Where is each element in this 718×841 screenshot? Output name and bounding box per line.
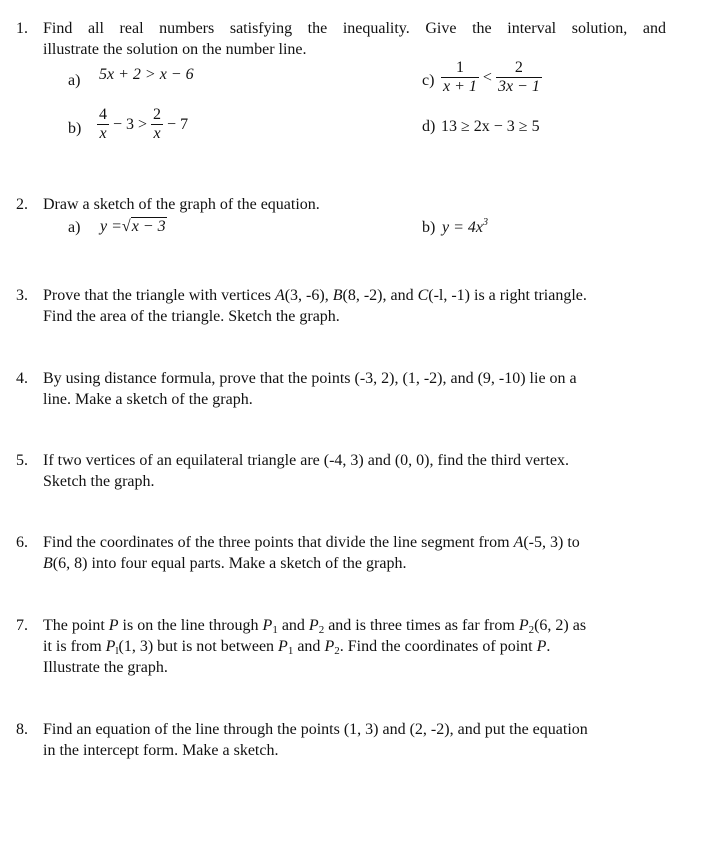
subscript: 2	[528, 624, 535, 636]
question-text	[43, 615, 666, 678]
text-run: and is three times as far from	[324, 617, 519, 634]
point-label: P	[105, 638, 116, 655]
text-run: it is from	[43, 638, 106, 655]
text-run: The point	[43, 617, 109, 634]
point-label: B	[43, 555, 53, 572]
question-number: 5.	[16, 452, 28, 469]
question-text	[43, 194, 666, 215]
fraction	[496, 60, 542, 96]
question-line: If two vertices of an equilateral triangle are (-4, 3) and (0, 0), find the third vertex.	[43, 452, 570, 469]
denominator: x	[151, 124, 163, 143]
question-line	[43, 285, 666, 306]
subscript: 2	[334, 645, 340, 657]
denominator: x + 1	[443, 77, 477, 95]
point-label: P	[308, 617, 319, 634]
text-run: (3, -6),	[284, 287, 333, 304]
operator: <	[482, 68, 492, 86]
question-text	[43, 285, 666, 327]
question-line	[43, 636, 666, 657]
text-run: Find the coordinates of the three points that divide the line segment from	[43, 534, 514, 551]
text-run: . Find the coordinates of point	[339, 638, 537, 655]
exponent: 3	[483, 217, 488, 228]
text-run: and	[277, 617, 309, 634]
question-line: in the intercept form. Make a sketch.	[43, 742, 279, 759]
point-label: A	[513, 534, 524, 551]
text-run: Prove that the triangle with vertices	[43, 287, 275, 304]
denominator: x	[97, 124, 109, 143]
question-text	[43, 450, 666, 492]
subscript: l	[115, 645, 119, 657]
inequality-d: 13 ≥ 2x − 3 ≥ 5	[441, 118, 540, 135]
numerator: 2	[153, 106, 162, 123]
radicand: x − 3	[131, 218, 166, 235]
question-number: 4.	[16, 370, 28, 387]
denominator: 3x − 1	[497, 77, 540, 95]
point-label: P	[108, 617, 119, 634]
inequality-b	[97, 107, 188, 143]
question-line: Find the area of the triangle. Sketch the graph.	[43, 308, 340, 325]
fraction	[441, 60, 479, 96]
equation-lhs: y =	[100, 218, 122, 235]
question-text	[43, 368, 666, 410]
inequality-c	[441, 60, 542, 96]
point-label: P	[518, 617, 529, 634]
text-run: (-5, 3) to	[523, 534, 580, 551]
question-line: Find an equation of the line through the points (1, 3) and (2, -2), and put the equation	[43, 721, 588, 738]
part-label: b)	[68, 120, 82, 137]
question-line	[43, 532, 666, 553]
equation-a	[100, 218, 167, 236]
text-run: .	[546, 638, 551, 655]
text-run: is on the line through	[118, 617, 263, 634]
part-label: a)	[68, 219, 81, 236]
question-line: Find all real numbers satisfying the inequality. Give the interval solution, and	[43, 20, 666, 37]
text-run: (1, 3) but is not between	[118, 638, 279, 655]
numerator: 4	[99, 106, 107, 123]
part-label: d)	[422, 118, 436, 135]
question-number: 1.	[16, 20, 28, 37]
fraction	[151, 107, 163, 143]
text-run: and	[293, 638, 325, 655]
part-label: b)	[422, 219, 436, 236]
question-line: illustrate the solution on the number line.	[43, 41, 307, 58]
question-number: 6.	[16, 534, 28, 551]
text-run: (-l, -1) is a right triangle.	[428, 287, 587, 304]
question-line	[43, 553, 666, 574]
question-line: Sketch the graph.	[43, 473, 155, 490]
question-number: 2.	[16, 196, 28, 213]
question-line: By using distance formula, prove that the points (-3, 2), (1, -2), and (9, -10) lie on a	[43, 370, 577, 387]
point-label: P	[324, 638, 335, 655]
subscript: 1	[272, 624, 278, 636]
numerator: 2	[514, 59, 523, 76]
subscript: 2	[318, 624, 325, 636]
sqrt-sign: √	[121, 218, 131, 235]
question-number: 3.	[16, 287, 28, 304]
subscript: 1	[287, 645, 294, 657]
text-run: (6, 2) as	[534, 617, 587, 634]
question-line: Draw a sketch of the graph of the equation.	[43, 196, 320, 213]
expression-end: − 7	[167, 115, 189, 133]
question-number: 7.	[16, 617, 28, 634]
question-text	[43, 18, 666, 60]
vertex-label: C	[417, 287, 429, 304]
equation-lhs: y = 4x	[442, 219, 483, 236]
question-number: 8.	[16, 721, 28, 738]
part-label: a)	[68, 72, 81, 89]
part-label: c)	[422, 72, 435, 89]
inequality-a: 5x + 2 > x − 6	[99, 66, 194, 83]
question-line: line. Make a sketch of the graph.	[43, 391, 253, 408]
fraction	[97, 107, 109, 143]
question-text	[43, 532, 666, 574]
question-line: Illustrate the graph.	[43, 659, 168, 676]
text-run: (6, 8) into four equal parts. Make a sketch of the graph.	[52, 555, 407, 572]
question-line	[43, 615, 666, 636]
point-label: P	[262, 617, 273, 634]
question-text	[43, 719, 666, 761]
equation-b	[442, 219, 488, 237]
vertex-label: B	[332, 287, 343, 304]
expression-middle: − 3 >	[113, 115, 148, 133]
numerator: 1	[455, 59, 464, 76]
point-label: P	[536, 638, 547, 655]
text-run: (8, -2), and	[342, 287, 418, 304]
point-label: P	[278, 638, 288, 655]
vertex-label: A	[274, 287, 285, 304]
